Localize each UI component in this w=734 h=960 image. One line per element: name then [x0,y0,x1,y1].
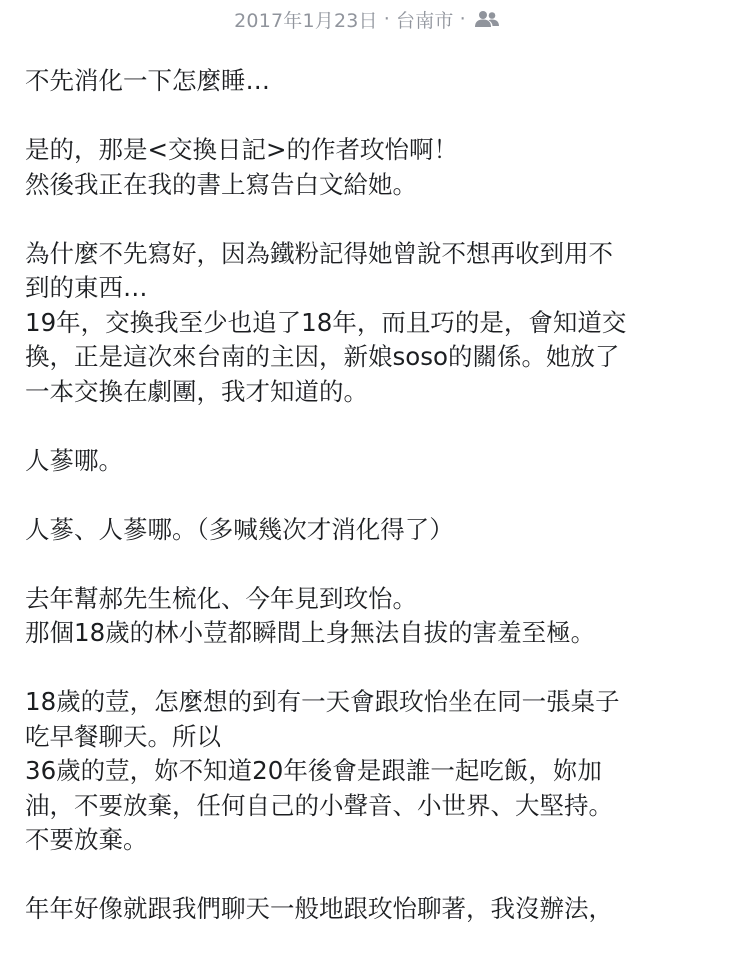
meta-separator: · [459,8,466,30]
post-paragraph [25,513,725,548]
post-paragraph [25,133,725,202]
post-text-line: 換，正是這次來台南的主因，新娘soso的關係。她放了 [25,342,620,371]
post-text-line: 到的東西… [25,273,148,302]
post-text-line: 19年，交換我至少也追了18年，而且巧的是，會知道交 [25,307,627,337]
post-text-line: 人蔘、人蔘哪。（多喊幾次才消化得了） [25,514,454,544]
post-text-line: 人蔘哪。 [25,445,123,475]
post-text-line: 吃早餐聊天。所以 [25,721,221,751]
post-paragraph [25,444,725,479]
post-text-line: 一本交換在劇團，我才知道的。 [25,376,368,406]
post-text-line: 不先消化一下怎麼睡… [25,66,270,95]
post-text-line: 去年幫郝先生梳化、今年見到玫怡。 [25,583,417,613]
post-text-line: 不要放棄。 [25,825,148,854]
post-paragraph [25,64,725,99]
post-paragraph [25,237,725,410]
post-meta [0,0,734,38]
post-text-line: 年年好像就跟我們聊天一般地跟玫怡聊著，我沒辦法， [25,894,613,923]
post-text-line: 36歲的荳，妳不知道20年後會是跟誰一起吃飯，妳加 [25,756,602,785]
post-paragraph [25,892,725,927]
post-text-line: 為什麼不先寫好，因為鐵粉記得她曾說不想再收到用不 [25,238,613,268]
post-paragraph [25,685,725,858]
post-text-line: 那個18歲的林小荳都瞬間上身無法自拔的害羞至極。 [25,618,596,647]
meta-separator: · [383,8,390,30]
friends-icon[interactable] [474,10,500,28]
post-text-line: 是的，那是<交換日記>的作者玫怡啊！ [25,135,459,164]
post-location[interactable]: 台南市 [396,9,454,32]
post-paragraph [25,582,725,651]
post-text-line: 18歲的荳，怎麼想的到有一天會跟玫怡坐在同一張桌子 [25,687,620,716]
post-text-line: 油，不要放棄，任何自己的小聲音、小世界、大堅持。 [25,790,613,820]
post-date[interactable]: 2017年1月23日 [234,9,378,32]
post-text-line: 然後我正在我的書上寫告白文給她。 [25,169,417,199]
post-body [25,64,725,960]
